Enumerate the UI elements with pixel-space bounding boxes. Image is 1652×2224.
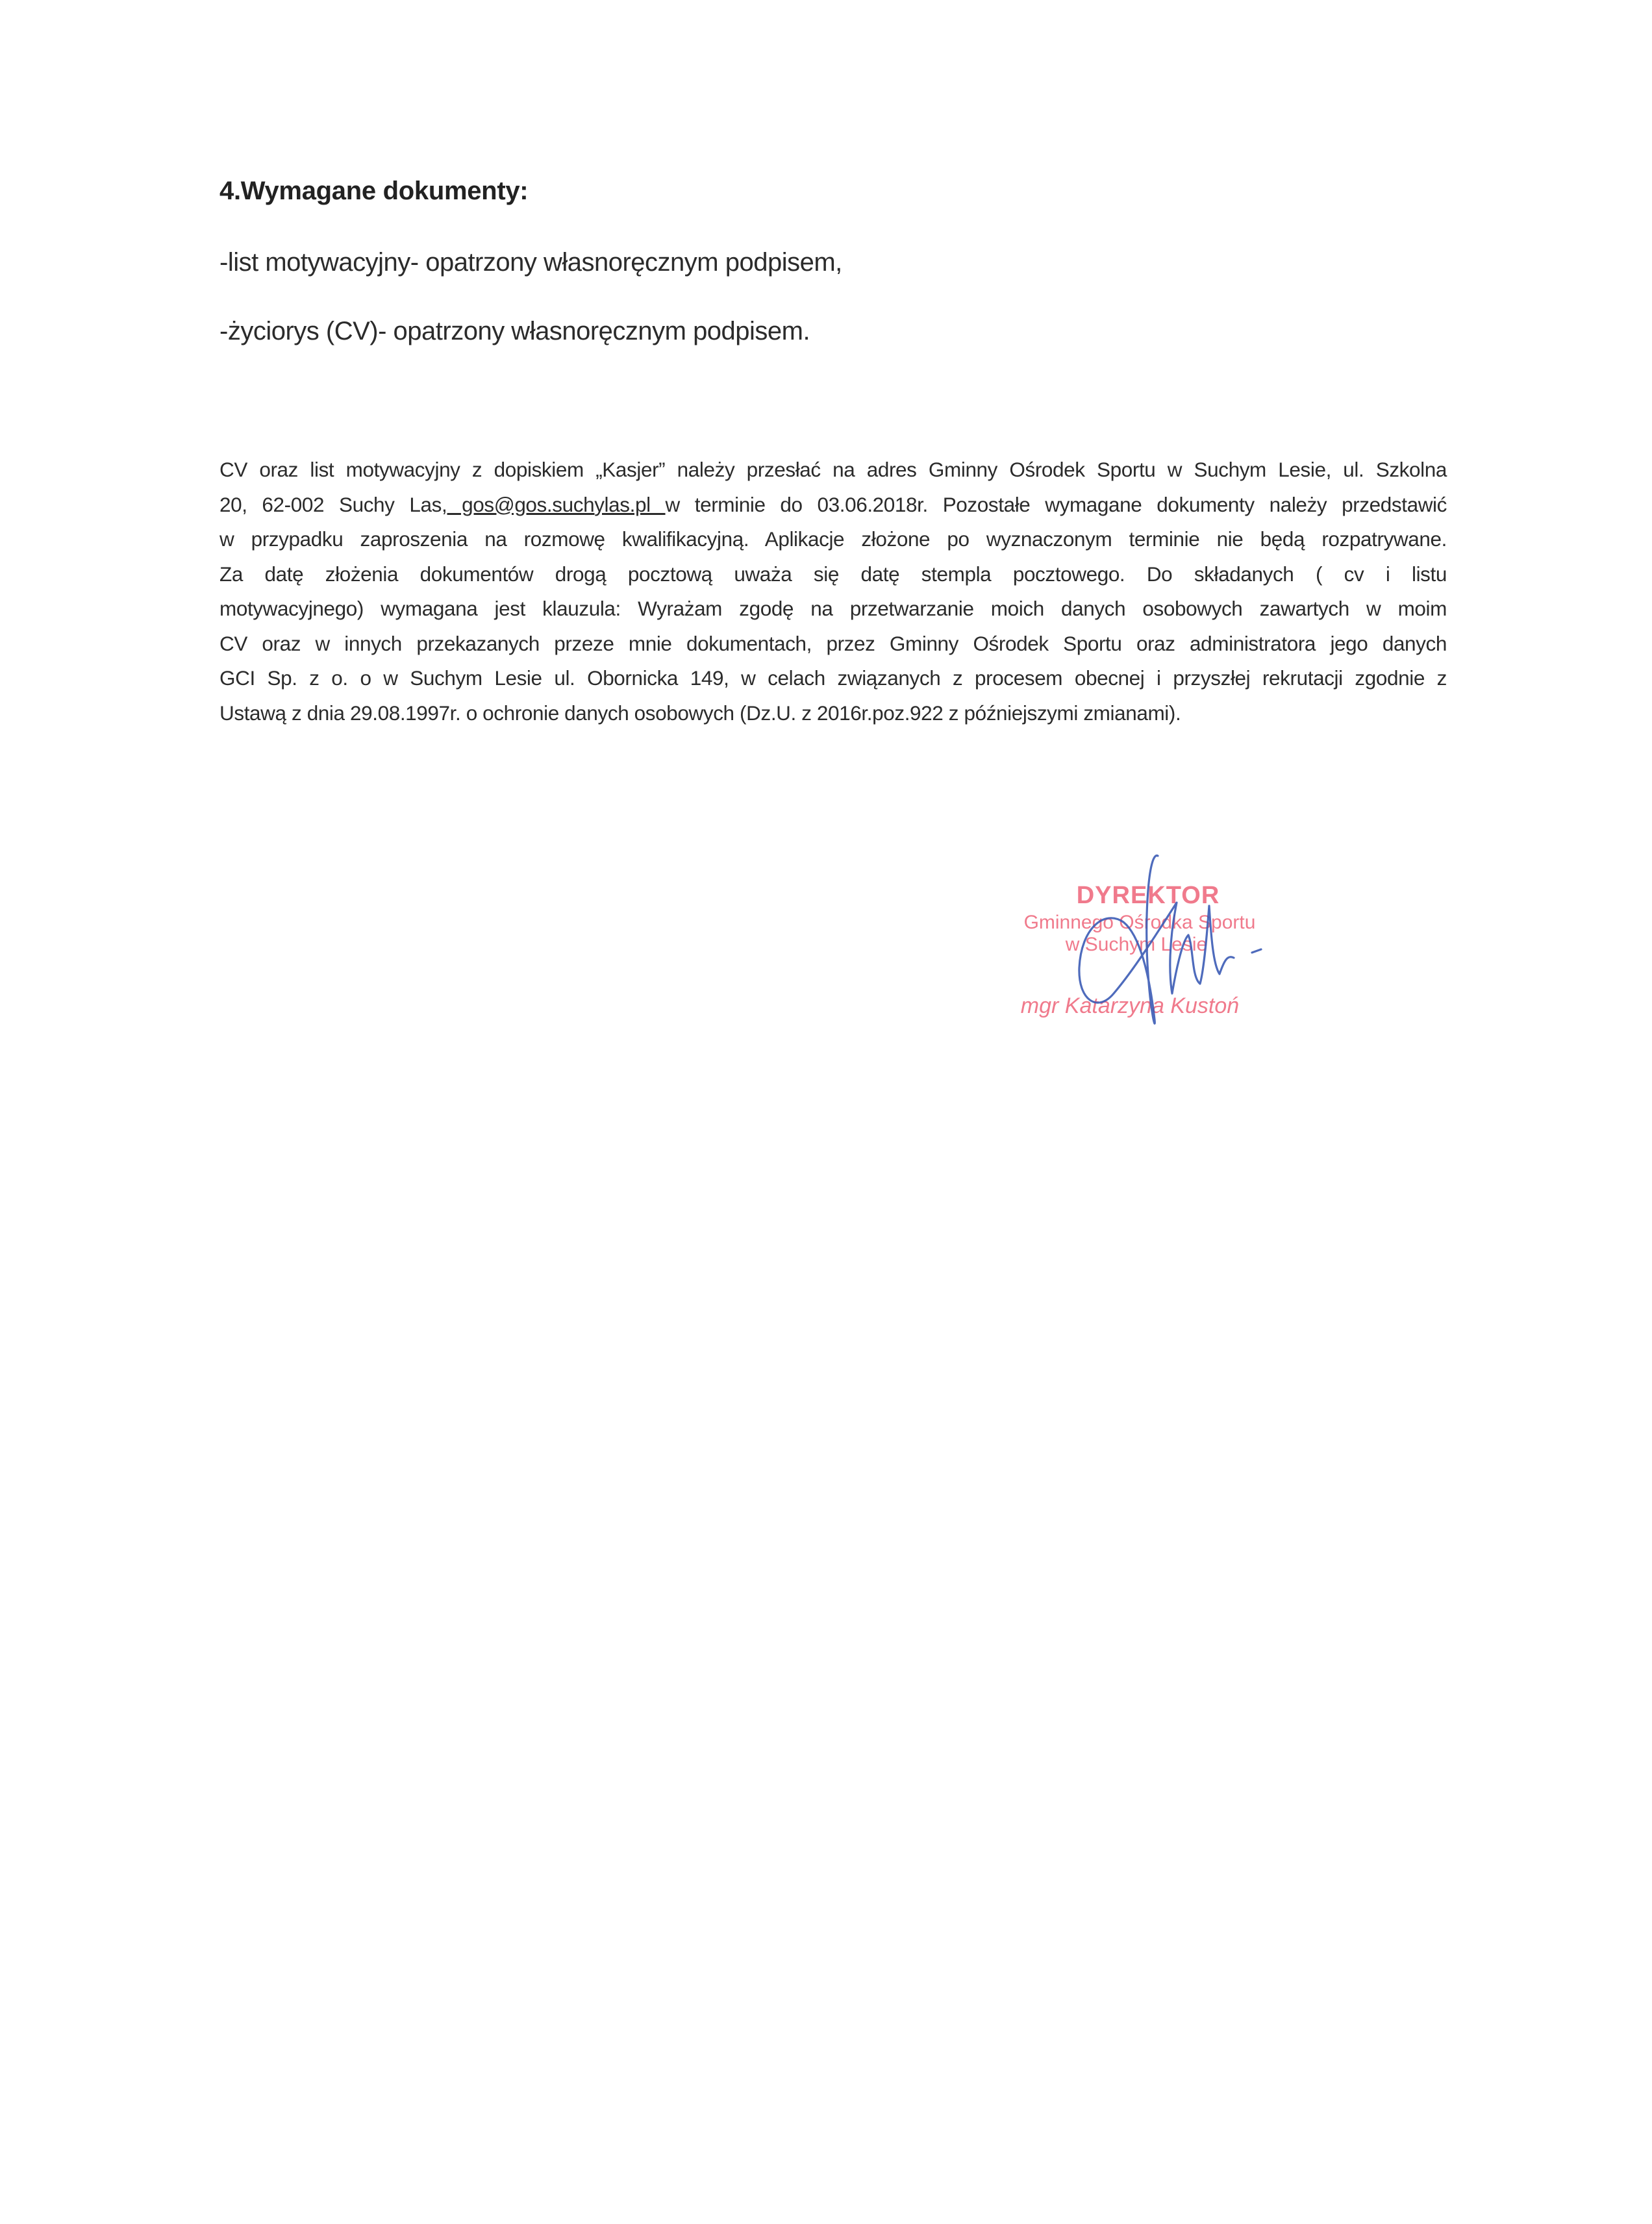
required-document-item: -życiorys (CV)- opatrzony własnoręcznym podpisem. — [219, 317, 810, 345]
paragraph-line — [219, 488, 1447, 523]
paragraph-line: Ustawą z dnia 29.08.1997r. o ochronie danych osobowych (Dz.U. z 2016r.poz.922 z późniejszymi zmianami). — [219, 701, 1181, 725]
required-document-item: -list motywacyjny- opatrzony własnoręcznym podpisem, — [219, 248, 842, 277]
paragraph-line: GCI Sp. z o. o w Suchym Lesie ul. Obornicka 149, w celach związanych z procesem obecnej i przyszłej rekrutacji zgodnie z — [219, 666, 1447, 690]
stamp-organization: Gminnego Ośrodka Sportu — [1023, 912, 1256, 933]
paragraph-line: motywacyjnego) wymagana jest klauzula: Wyrażam zgodę na przetwarzanie moich danych osobowych zawartych w moim — [219, 597, 1447, 620]
stamp-title: DYREKTOR — [1076, 882, 1220, 909]
paragraph-line: w przypadku zaproszenia na rozmowę kwalifikacyjną. Aplikacje złożone po wyznaczonym terminie nie będą rozpatrywane. — [219, 527, 1447, 551]
section-heading: 4.Wymagane dokumenty: — [219, 177, 529, 205]
paragraph-line: CV oraz list motywacyjny z dopiskiem „Kasjer” należy przesłać na adres Gminny Ośrodek Sportu w Suchym Lesie, ul. Szkolna — [219, 458, 1447, 481]
paragraph-line: Za datę złożenia dokumentów drogą pocztową uważa się datę stempla pocztowego. Do składanych ( cv i listu — [219, 562, 1447, 586]
stamp-name: mgr Katarzyna Kustoń — [1020, 993, 1240, 1018]
email-link[interactable]: , gos@gos.suchylas.pl — [441, 492, 666, 516]
stamp-location: w Suchym Lesie — [1065, 934, 1208, 955]
director-stamp — [974, 844, 1299, 1039]
handwritten-signature — [974, 844, 1299, 1039]
deadline-text: w terminie do 03.06.2018r. Pozostałe wymagane dokumenty należy przedstawić — [665, 492, 1447, 516]
application-instructions-paragraph — [219, 453, 1447, 731]
paragraph-line: CV oraz w innych przekazanych przeze mnie dokumentach, przez Gminny Ośrodek Sportu oraz administratora jego danych — [219, 631, 1447, 655]
address-text: 20, 62-002 Suchy Las — [219, 492, 442, 516]
